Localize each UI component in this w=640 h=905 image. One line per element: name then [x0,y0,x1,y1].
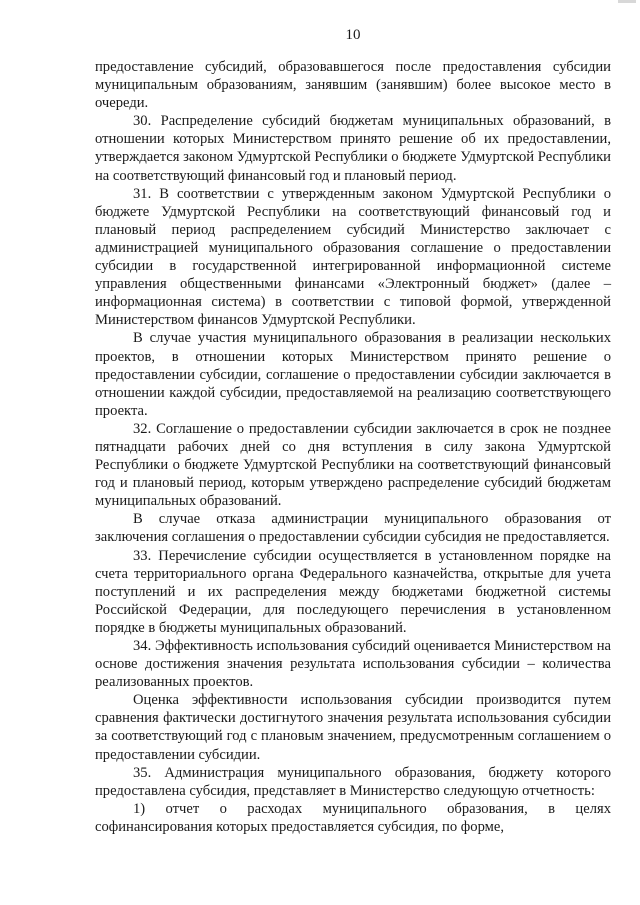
scan-corner-mark [618,0,636,3]
paragraph-34: 34. Эффективность использования субсидий оценивается Министерством на основе достижения значения результата использования субсидии – количества реализованных проектов. [95,638,611,691]
document-body [95,58,611,836]
document-page [95,0,611,905]
paragraph-35: 35. Администрация муниципального образования, бюджету которого предоставлена субсидия, представляет в Министерство следующую отчетность: [95,764,611,799]
paragraph-35-item-1: 1) отчет о расходах муниципального образования, в целях софинансирования которых предоставляется субсидия, по форме, [95,800,611,835]
paragraph-32-refusal: В случае отказа администрации муниципального образования от заключения соглашения о предоставлении субсидии субсидия не предоставляется. [95,511,611,546]
paragraph-33: 33. Перечисление субсидии осуществляется в установленном порядке на счета территориального органа Федерального казначейства, открытые для учета поступлений и их распределения между бюджетами бюджетной системы Российской Федерации, для последующего перечисления в установленном порядке в бюджеты муниципальных образований. [95,547,611,636]
paragraph-30: 30. Распределение субсидий бюджетам муниципальных образований, в отношении которых Министерством принято решение об их предоставлении, утверждается законом Удмуртской Республики о бюджете Удмуртской Республики на соответствующий финансовый год и плановый период. [95,113,611,184]
paragraph-31: 31. В соответствии с утвержденным законом Удмуртской Республики о бюджете Удмуртской Республики на соответствующий финансовый год и плановый период распределением субсидий Министерство заключает с администрацией муниципального образования соглашение о предоставлении субсидии в государственной интегрированной информационной системе управления общественными финансами «Электронный бюджет» (далее – информационная система) в соответствии с типовой формой, утвержденной Министерством финансов Удмуртской Республики. [95,185,611,329]
paragraph-32: 32. Соглашение о предоставлении субсидии заключается в срок не позднее пятнадцати рабочих дней со дня вступления в силу закона Удмуртской Республики о бюджете Удмуртской Республики на соответствующий финансовый год и плановый период, которым утверждено распределение субсидий бюджетам муниципальных образований. [95,420,611,510]
page-number: 10 [345,27,361,43]
paragraph-continuation: предоставление субсидий, образовавшегося после предоставления субсидии муниципальным образованиям, занявшим (занявшим) более высокое место в очереди. [95,59,611,112]
paragraph-34-evaluation: Оценка эффективности использования субсидии производится путем сравнения фактически достигнутого значения результата использования субсидии за соответствующий год с плановым значением, предусмотренным соглашением о предоставлении субсидии. [95,692,611,763]
paragraph-31-multiple-projects: В случае участия муниципального образования в реализации нескольких проектов, в отношении которых Министерством принято решение о предоставлении субсидии, соглашение о предоставлении субсидии заключается в отношении каждой субсидии, предоставляемой на реализацию соответствующего проекта. [95,330,611,419]
